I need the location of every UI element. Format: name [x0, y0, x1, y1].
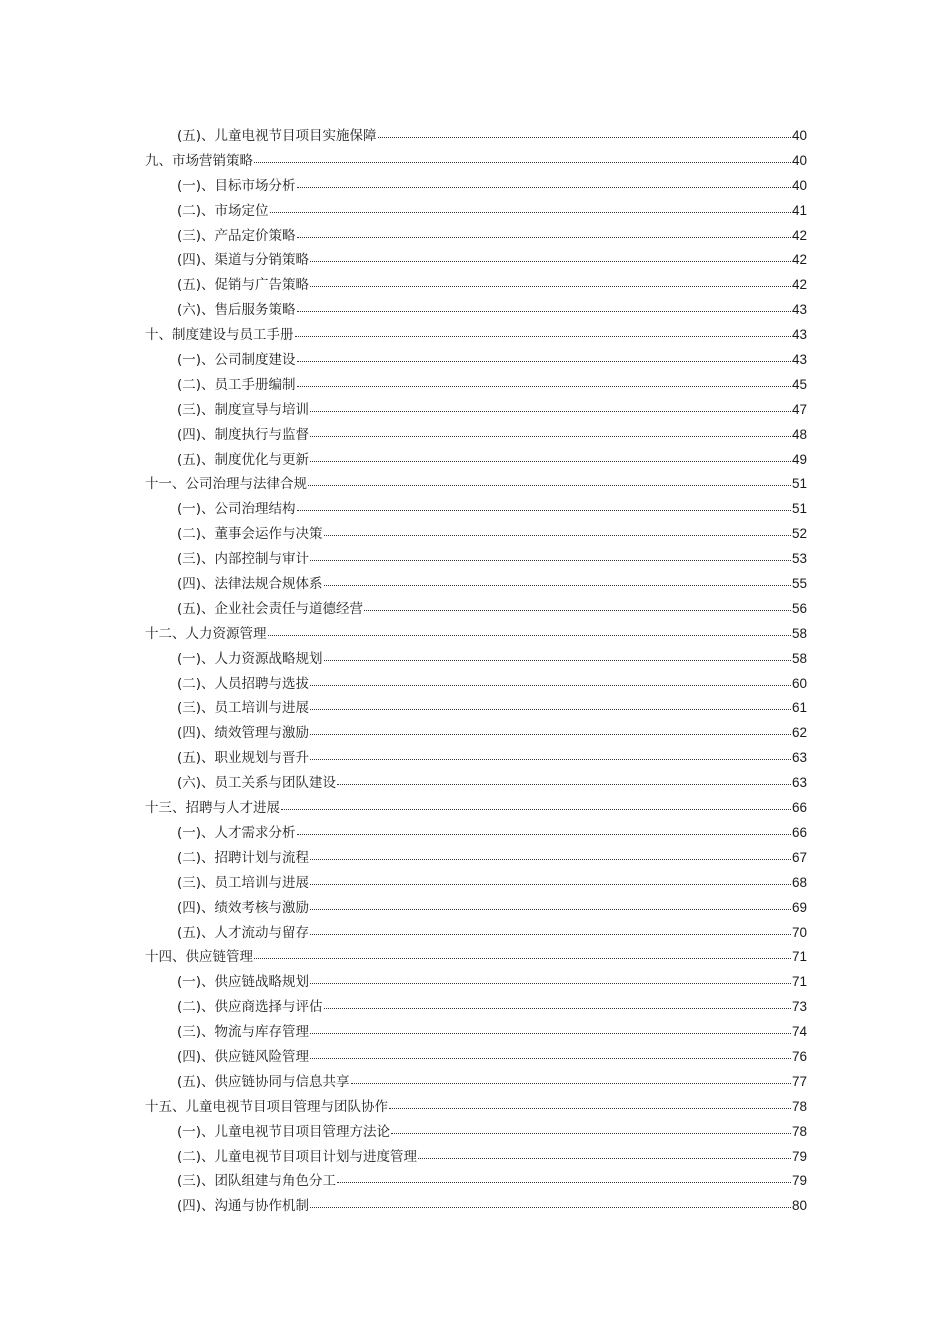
toc-page-number: 77 — [791, 1073, 807, 1089]
toc-page-number: 74 — [791, 1024, 807, 1040]
toc-dot-leader — [310, 674, 791, 688]
toc-dot-leader — [254, 948, 791, 962]
toc-entry-title: (五)、促销与广告策略 — [177, 277, 310, 294]
toc-chapter-entry[interactable] — [145, 945, 807, 970]
toc-dot-leader — [297, 500, 791, 514]
toc-section-entry[interactable] — [145, 647, 807, 672]
toc-entry-title: 九、市场营销策略 — [145, 152, 253, 169]
toc-page-number: 71 — [791, 974, 807, 990]
toc-chapter-entry[interactable] — [145, 323, 807, 348]
toc-section-entry[interactable] — [145, 1020, 807, 1045]
toc-section-entry[interactable] — [145, 1070, 807, 1095]
toc-entry-title: (三)、员工培训与进展 — [177, 874, 310, 891]
toc-entry-title: (三)、团队组建与角色分工 — [177, 1173, 337, 1190]
toc-page-number: 49 — [791, 451, 807, 467]
toc-dot-leader — [310, 1023, 791, 1037]
toc-page-number: 68 — [791, 874, 807, 890]
toc-page-number: 43 — [791, 327, 807, 343]
toc-page-number: 76 — [791, 1048, 807, 1064]
toc-dot-leader — [310, 1197, 791, 1211]
toc-entry-title: (四)、法律法规合规体系 — [177, 576, 323, 593]
toc-dot-leader — [310, 699, 791, 713]
toc-entry-title: (二)、儿童电视节目项目计划与进度管理 — [177, 1148, 418, 1165]
toc-entry-title: 十一、公司治理与法律合规 — [145, 476, 307, 493]
toc-page-number: 80 — [791, 1198, 807, 1214]
toc-section-entry[interactable] — [145, 448, 807, 473]
toc-entry-title: (一)、供应链战略规划 — [177, 974, 310, 991]
toc-dot-leader — [297, 176, 791, 190]
toc-dot-leader — [310, 425, 791, 439]
toc-dot-leader — [297, 823, 791, 837]
toc-page-number: 56 — [791, 600, 807, 616]
toc-entry-title: (二)、市场定位 — [177, 202, 269, 219]
toc-dot-leader — [418, 1147, 791, 1161]
toc-section-entry[interactable] — [145, 547, 807, 572]
toc-section-entry[interactable] — [145, 746, 807, 771]
toc-page-number: 42 — [791, 252, 807, 268]
toc-page-number: 66 — [791, 824, 807, 840]
toc-section-entry[interactable] — [145, 348, 807, 373]
toc-section-entry[interactable] — [145, 199, 807, 224]
toc-page-number: 66 — [791, 800, 807, 816]
toc-page-number: 67 — [791, 849, 807, 865]
toc-section-entry[interactable] — [145, 896, 807, 921]
toc-entry-title: (二)、招聘计划与流程 — [177, 849, 310, 866]
toc-section-entry[interactable] — [145, 771, 807, 796]
toc-dot-leader — [308, 475, 791, 489]
toc-dot-leader — [254, 151, 791, 165]
toc-chapter-entry[interactable] — [145, 472, 807, 497]
toc-page-number: 79 — [791, 1148, 807, 1164]
toc-dot-leader — [324, 575, 791, 589]
toc-section-entry[interactable] — [145, 273, 807, 298]
toc-entry-title: (二)、供应商选择与评估 — [177, 999, 323, 1016]
toc-entry-title: (五)、制度优化与更新 — [177, 451, 310, 468]
toc-page-number: 40 — [791, 152, 807, 168]
toc-dot-leader — [268, 624, 791, 638]
toc-dot-leader — [351, 1072, 791, 1086]
toc-dot-leader — [310, 1047, 791, 1061]
toc-dot-leader — [297, 301, 791, 315]
toc-dot-leader — [297, 351, 791, 365]
toc-section-entry[interactable] — [145, 224, 807, 249]
toc-page-number: 55 — [791, 576, 807, 592]
toc-entry-title: 十四、供应链管理 — [145, 949, 253, 966]
toc-entry-title: (六)、售后服务策略 — [177, 302, 296, 319]
toc-entry-title: (三)、制度宣导与培训 — [177, 401, 310, 418]
toc-entry-title: (五)、职业规划与晋升 — [177, 750, 310, 767]
toc-section-entry[interactable] — [145, 373, 807, 398]
toc-page-number: 45 — [791, 376, 807, 392]
toc-entry-title: 十、制度建设与员工手册 — [145, 327, 294, 344]
toc-dot-leader — [281, 799, 791, 813]
toc-dot-leader — [310, 973, 791, 987]
toc-page-number: 51 — [791, 476, 807, 492]
toc-dot-leader — [310, 898, 791, 912]
toc-entry-title: (二)、人员招聘与选拔 — [177, 675, 310, 692]
toc-entry-title: (三)、产品定价策略 — [177, 227, 296, 244]
toc-dot-leader — [324, 525, 791, 539]
toc-dot-leader — [297, 375, 791, 389]
toc-entry-title: (一)、人才需求分析 — [177, 824, 296, 841]
toc-dot-leader — [310, 848, 791, 862]
toc-section-entry[interactable] — [145, 597, 807, 622]
toc-entry-title: (六)、员工关系与团队建设 — [177, 775, 337, 792]
toc-section-entry[interactable] — [145, 995, 807, 1020]
toc-section-entry[interactable] — [145, 721, 807, 746]
toc-entry-title: (五)、企业社会责任与道德经营 — [177, 600, 364, 617]
toc-page-number: 73 — [791, 999, 807, 1015]
toc-entry-title: (四)、绩效考核与激励 — [177, 899, 310, 916]
toc-dot-leader — [310, 923, 791, 937]
toc-dot-leader — [310, 724, 791, 738]
toc-section-entry[interactable] — [145, 572, 807, 597]
toc-section-entry[interactable] — [145, 124, 807, 149]
toc-page-number: 70 — [791, 924, 807, 940]
toc-page-number: 42 — [791, 277, 807, 293]
toc-dot-leader — [324, 649, 791, 663]
table-of-contents — [145, 124, 807, 1219]
toc-entry-title: (四)、绩效管理与激励 — [177, 725, 310, 742]
toc-dot-leader — [389, 1097, 791, 1111]
toc-page-number: 63 — [791, 750, 807, 766]
toc-entry-title: (一)、儿童电视节目项目管理方法论 — [177, 1123, 391, 1140]
toc-section-entry[interactable] — [145, 1194, 807, 1219]
toc-entry-title: (四)、沟通与协作机制 — [177, 1198, 310, 1215]
toc-entry-title: (五)、人才流动与留存 — [177, 924, 310, 941]
toc-page-number: 79 — [791, 1173, 807, 1189]
toc-page-number: 43 — [791, 302, 807, 318]
toc-section-entry[interactable] — [145, 821, 807, 846]
toc-dot-leader — [337, 774, 791, 788]
toc-entry-title: (三)、内部控制与审计 — [177, 551, 310, 568]
toc-page-number: 71 — [791, 949, 807, 965]
toc-dot-leader — [378, 127, 791, 141]
toc-section-entry[interactable] — [145, 970, 807, 995]
toc-entry-title: (一)、人力资源战略规划 — [177, 650, 323, 667]
toc-page-number: 52 — [791, 526, 807, 542]
toc-dot-leader — [297, 226, 791, 240]
toc-section-entry[interactable] — [145, 522, 807, 547]
toc-dot-leader — [310, 873, 791, 887]
toc-section-entry[interactable] — [145, 1145, 807, 1170]
toc-dot-leader — [310, 400, 791, 414]
toc-dot-leader — [337, 1172, 791, 1186]
toc-section-entry[interactable] — [145, 1169, 807, 1194]
toc-entry-title: (四)、供应链风险管理 — [177, 1048, 310, 1065]
toc-section-entry[interactable] — [145, 1120, 807, 1145]
toc-dot-leader — [324, 998, 791, 1012]
toc-page-number: 62 — [791, 725, 807, 741]
toc-entry-title: (五)、供应链协同与信息共享 — [177, 1073, 350, 1090]
toc-dot-leader — [310, 749, 791, 763]
toc-chapter-entry[interactable] — [145, 622, 807, 647]
toc-page-number: 58 — [791, 650, 807, 666]
toc-entry-title: (一)、公司治理结构 — [177, 501, 296, 518]
toc-dot-leader — [270, 201, 791, 215]
toc-entry-title: (二)、董事会运作与决策 — [177, 526, 323, 543]
toc-page-number: 60 — [791, 675, 807, 691]
toc-page-number: 40 — [791, 177, 807, 193]
toc-section-entry[interactable] — [145, 672, 807, 697]
toc-dot-leader — [310, 450, 791, 464]
toc-section-entry[interactable] — [145, 1045, 807, 1070]
toc-page-number: 53 — [791, 551, 807, 567]
toc-page-number: 42 — [791, 227, 807, 243]
toc-dot-leader — [310, 550, 791, 564]
toc-page-number: 51 — [791, 501, 807, 517]
toc-section-entry[interactable] — [145, 921, 807, 946]
toc-section-entry[interactable] — [145, 398, 807, 423]
toc-entry-title: 十二、人力资源管理 — [145, 625, 267, 642]
toc-chapter-entry[interactable] — [145, 1095, 807, 1120]
toc-dot-leader — [364, 599, 791, 613]
toc-page-number: 78 — [791, 1123, 807, 1139]
toc-section-entry[interactable] — [145, 696, 807, 721]
toc-page-number: 63 — [791, 775, 807, 791]
toc-entry-title: (一)、公司制度建设 — [177, 352, 296, 369]
toc-page-number: 78 — [791, 1098, 807, 1114]
toc-entry-title: (五)、儿童电视节目项目实施保障 — [177, 128, 377, 144]
toc-entry-title: (四)、制度执行与监督 — [177, 426, 310, 443]
toc-page-number: 69 — [791, 899, 807, 915]
toc-dot-leader — [295, 326, 791, 340]
toc-entry-title: (二)、员工手册编制 — [177, 376, 296, 393]
toc-section-entry[interactable] — [145, 423, 807, 448]
toc-section-entry[interactable] — [145, 298, 807, 323]
toc-dot-leader — [310, 251, 791, 265]
toc-chapter-entry[interactable] — [145, 796, 807, 821]
toc-page-number: 47 — [791, 401, 807, 417]
toc-section-entry[interactable] — [145, 871, 807, 896]
toc-entry-title: 十五、儿童电视节目项目管理与团队协作 — [145, 1098, 388, 1115]
toc-dot-leader — [391, 1122, 791, 1136]
toc-page-number: 41 — [791, 202, 807, 218]
toc-entry-title: (一)、目标市场分析 — [177, 177, 296, 194]
toc-section-entry[interactable] — [145, 846, 807, 871]
toc-entry-title: (三)、员工培训与进展 — [177, 700, 310, 717]
toc-dot-leader — [310, 276, 791, 290]
toc-entry-title: (三)、物流与库存管理 — [177, 1024, 310, 1041]
toc-page-number: 61 — [791, 700, 807, 716]
toc-section-entry[interactable] — [145, 497, 807, 522]
toc-section-entry[interactable] — [145, 248, 807, 273]
toc-entry-title: 十三、招聘与人才进展 — [145, 800, 280, 817]
toc-section-entry[interactable] — [145, 174, 807, 199]
toc-chapter-entry[interactable] — [145, 149, 807, 174]
toc-page-number: 58 — [791, 625, 807, 641]
toc-page-number: 43 — [791, 352, 807, 368]
toc-page-number: 48 — [791, 426, 807, 442]
toc-page-number: 40 — [791, 128, 807, 143]
toc-entry-title: (四)、渠道与分销策略 — [177, 252, 310, 269]
